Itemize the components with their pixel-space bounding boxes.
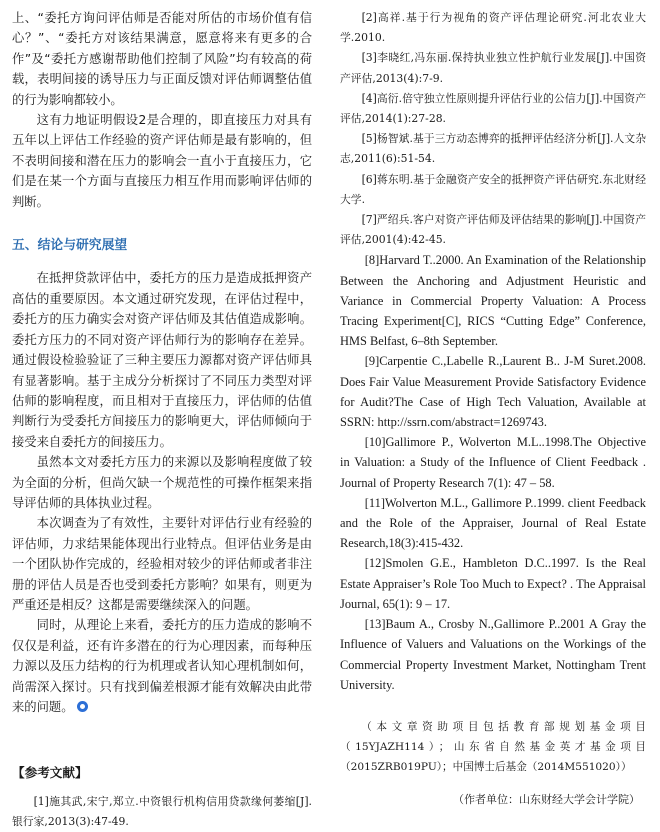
- author-affiliation: （作者单位：山东财经大学会计学院）: [453, 792, 640, 806]
- funding-note: （本文章资助项目包括教育部规划基金项目（15YJAZH114）；山东省自然基金英才基金项目（2015ZRB019PU）；中国博士后基金（2014M551020））: [340, 720, 646, 773]
- references-list-en: [340, 250, 646, 694]
- reference-item: [13]Baum A., Crosby N.,Gallimore P..2001 A Gray the Influence of Valuers and Valuations on the Workings of the Commercial Property Investment Market, Nottingham Trent University.: [340, 617, 646, 692]
- right-column: [340, 8, 646, 807]
- paragraph: 在抵押贷款评估中，委托方的压力是造成抵押资产高估的重要原因。本文通过研究发现，在评估过程中，委托方的压力确实会对资产评估师及其估值造成影响。委托方压力的不同对资产评估师行为的影响存在差异。通过假设检验验证了三种主要压力源都对资产评估师具有显著影响。基于主成分分析探讨了不同压力类型对评估师的影响程度，而且相对于直接压力，评估师的估值判断行为受委托方间接压力的影响更大，评估师倾向于接受来自委托方的间接压力。: [12, 271, 312, 449]
- reference-item: [6]蒋东明.基于金融资产安全的抵押资产评估研究.东北财经大学.: [340, 172, 646, 206]
- references-list-cn: [340, 8, 646, 250]
- reference-item: [1]施其武,宋宁,郑立.中资银行机构信用贷款缘何萎缩[J].银行家,2013(3):47-49.: [12, 794, 312, 829]
- reference-item: [5]杨智斌.基于三方动态博弈的抵押评估经济分析[J].人文杂志,2011(6):51-54.: [340, 132, 646, 166]
- left-column: [12, 8, 312, 832]
- reference-item: [9]Carpentie C.,Labelle R.,Laurent B.. J-M Suret.2008. Does Fair Value Measurement Provide Satisfactory Evidence for Audit?The Case of High Tech Valuation, Available at SSRN: http://ssrn.com/abstract=1269743.: [340, 354, 646, 430]
- paragraph: 虽然本文对委托方压力的来源以及影响程度做了较为全面的分析，但尚欠缺一个规范性的可操作框架来指导评估师的具体执业过程。: [12, 455, 312, 510]
- reference-item: [4]高衍.倍守独立性原则提升评估行业的公信力[J].中国资产评估,2014(1):27-28.: [340, 91, 646, 126]
- article-end-icon: [77, 701, 88, 712]
- reference-item: [2]高祥.基于行为视角的资产评估理论研究.河北农业大学.2010.: [340, 11, 646, 45]
- paragraph-text: 同时，从理论上来看，委托方的压力造成的影响不仅仅是利益，还有许多潜在的行为心理因素，而每种压力源以及压力结构的行为机理或者认知心理机制如何，尚需深入探讨。只有找到偏差根源才能有效解决由此带来的问题。: [12, 618, 312, 714]
- reference-item: [7]严绍兵.客户对资产评估师及评估结果的影响[J].中国资产评估,2001(4):42-45.: [340, 213, 646, 247]
- paragraph: 本次调查为了有效性，主要针对评估行业有经验的评估师，力求结果能体现出行业特点。但评估业务是由一个团队协作完成的，经验相对较少的评估师或者非注册的评估人员是否也受到委托方影响？如果有，则更为严重还是相反？这都是需要继续深入的问题。: [12, 516, 312, 612]
- section-title: 五、结论与研究展望: [12, 238, 128, 254]
- references-heading: 【参考文献】: [12, 765, 88, 781]
- reference-item: [10]Gallimore P., Wolverton M.L..1998.The Objective in Valuation: a Study of the Influence of Client Feedback . Journal of Property Research 7(1): 47 – 58.: [340, 435, 646, 490]
- paragraph: 上、“委托方询问评估师是否能对所估的市场价值有信心？”、“委托方对该结果满意，愿意将来有更多的合作”及“委托方感谢帮助他们控制了风险”均有较高的荷载，表明间接的诱导压力与正面反馈对评估师调整估值的行为影响都较小。: [12, 11, 312, 107]
- reference-item: [11]Wolverton M.L., Gallimore P..1999. client Feedback and the Role of the Appraiser, Journal of Real Estate Research,18(3):415-432.: [340, 495, 646, 551]
- reference-item: [8]Harvard T..2000. An Examination of the Relationship Between the Anchoring and Adjustment Heuristic and Variance in Commercial Property Valuation: A Process Tracing Experiment[C], RICS “Cutting Edge” Conference, HMS Belfast, 6–8th September.: [340, 253, 646, 349]
- paragraph: 这有力地证明假设2是合理的，即直接压力对具有五年以上评估工作经验的资产评估师是最有影响的，但不表明间接和潜在压力的影响会一直小于直接压力，它们是在某一个方面与直接压力相互作用而影响评估师的判断。: [12, 113, 312, 209]
- paragraph-final: [12, 615, 312, 717]
- reference-item: [3]李晓红,冯东丽.保持执业独立性护航行业发展[J].中国资产评估,2013(4):7-9.: [340, 51, 646, 85]
- reference-item: [12]Smolen G.E., Hambleton D.C..1997. Is the Real Estate Appraiser’s Role Too Much to Expect? . The Appraisal Journal, 65(1): 9 – 17.: [340, 556, 646, 611]
